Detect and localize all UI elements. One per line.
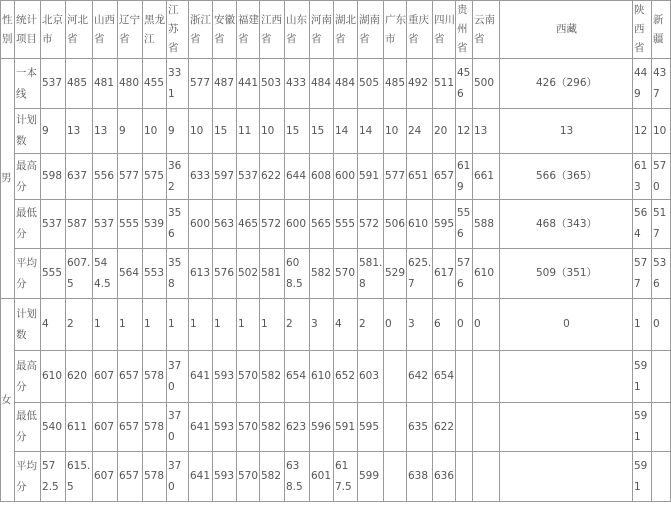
data-cell: 620 [66,351,93,403]
data-cell: 587 [66,200,93,249]
data-cell: 12 [456,109,473,154]
data-cell: 455 [143,59,167,109]
header-cell: 重庆省 [407,1,433,59]
data-cell: 11 [237,109,260,154]
data-cell: 654 [285,351,310,403]
header-cell: 新疆 [652,1,671,59]
header-cell: 山西省 [93,1,118,59]
row-label: 计划数 [15,109,41,154]
data-cell: 570 [334,249,358,299]
data-cell: 517 [652,200,671,249]
data-cell: 539 [143,200,167,249]
data-cell: 617.5 [334,452,358,502]
data-cell: 362 [167,154,189,200]
data-cell: 657 [118,452,143,502]
data-cell: 0 [473,299,500,351]
header-cell: 浙江省 [189,1,213,59]
header-row [1,1,671,59]
data-cell: 577 [633,249,652,299]
data-cell: 582 [260,351,285,403]
data-cell: 13 [93,109,118,154]
data-cell: 611 [66,403,93,452]
table-row [1,403,671,452]
data-cell: 2 [66,299,93,351]
data-cell: 593 [213,351,237,403]
data-cell: 641 [189,351,213,403]
data-cell: 1 [189,299,213,351]
data-cell: 654 [433,351,456,403]
data-cell: 1 [260,299,285,351]
data-cell: 615.5 [66,452,93,502]
data-cell: 4 [41,299,66,351]
data-cell: 623 [285,403,310,452]
data-cell: 6 [433,299,456,351]
data-cell: 610 [310,351,334,403]
data-cell: 370 [167,452,189,502]
data-cell: 591 [334,403,358,452]
data-cell: 492 [407,59,433,109]
table-row [1,452,671,502]
data-cell [473,452,500,502]
data-cell: 595 [433,200,456,249]
data-cell: 1 [237,299,260,351]
data-cell: 553 [143,249,167,299]
data-cell [384,452,407,502]
data-cell: 480 [118,59,143,109]
data-cell: 1 [93,299,118,351]
table-row [1,351,671,403]
data-cell: 537 [93,200,118,249]
row-label: 一本线 [15,59,41,109]
data-cell: 15 [285,109,310,154]
table-row [1,249,671,299]
data-cell: 600 [334,154,358,200]
header-cell: 贵州省 [456,1,473,59]
data-cell: 10 [384,109,407,154]
data-cell: 608 [310,154,334,200]
data-cell: 15 [213,109,237,154]
data-cell: 638.5 [285,452,310,502]
data-cell [652,452,671,502]
data-cell: 581.8 [358,249,384,299]
data-cell: 487 [213,59,237,109]
data-cell: 511 [433,59,456,109]
data-cell: 503 [260,59,285,109]
data-cell: 1 [167,299,189,351]
data-cell: 591 [633,351,652,403]
data-cell: 608.5 [285,249,310,299]
data-cell: 564 [118,249,143,299]
data-cell: 572 [358,200,384,249]
data-cell: 9 [41,109,66,154]
data-cell: 500 [473,59,500,109]
row-label: 平均分 [15,452,41,502]
data-cell: 555 [41,249,66,299]
data-cell: 536 [652,249,671,299]
data-cell: 651 [407,154,433,200]
data-cell: 575 [143,154,167,200]
header-cell: 四川省 [433,1,456,59]
data-cell: 657 [433,154,456,200]
data-cell: 565 [310,200,334,249]
data-cell: 1 [143,299,167,351]
data-cell: 537 [41,59,66,109]
row-label: 最低分 [15,200,41,249]
row-label: 最高分 [15,351,41,403]
data-cell: 570 [652,154,671,200]
data-cell: 581 [260,249,285,299]
data-cell: 465 [237,200,260,249]
data-cell: 14 [358,109,384,154]
data-cell: 657 [118,351,143,403]
data-cell: 577 [118,154,143,200]
data-cell: 426（296） [500,59,633,109]
data-cell: 657 [118,403,143,452]
data-cell [500,452,633,502]
header-cell: 黑龙江 [143,1,167,59]
data-cell: 13 [66,109,93,154]
table-row [1,109,671,154]
data-cell: 0 [500,299,633,351]
data-cell: 555 [118,200,143,249]
gender-cell-female: 女 [1,299,15,502]
data-cell: 563 [213,200,237,249]
data-cell [456,351,473,403]
data-cell: 570 [237,403,260,452]
data-cell [456,452,473,502]
data-cell: 331 [167,59,189,109]
data-cell: 613 [189,249,213,299]
data-cell: 1 [213,299,237,351]
data-cell: 2 [358,299,384,351]
table-row [1,299,671,351]
data-cell: 610 [407,200,433,249]
data-cell: 591 [633,403,652,452]
data-cell: 10 [260,109,285,154]
data-cell: 356 [167,200,189,249]
data-cell: 572.5 [41,452,66,502]
data-cell: 577 [189,59,213,109]
header-cell: 西藏 [500,1,633,59]
data-cell: 433 [285,59,310,109]
data-cell: 633 [189,154,213,200]
data-cell: 13 [473,109,500,154]
data-cell: 578 [143,403,167,452]
data-cell: 622 [433,403,456,452]
data-cell: 578 [143,452,167,502]
data-cell: 644 [285,154,310,200]
header-cell: 福建省 [237,1,260,59]
data-cell: 582 [260,452,285,502]
data-cell [384,403,407,452]
data-cell: 10 [143,109,167,154]
data-cell [473,351,500,403]
data-cell: 591 [358,154,384,200]
data-cell: 484 [310,59,334,109]
data-cell: 370 [167,351,189,403]
data-cell [384,351,407,403]
data-cell: 556 [93,154,118,200]
data-cell: 10 [652,109,671,154]
data-cell: 456 [456,59,473,109]
header-cell: 统计项目 [15,1,41,59]
header-cell: 山东省 [285,1,310,59]
data-cell: 0 [384,299,407,351]
data-cell: 622 [260,154,285,200]
gender-cell-male: 男 [1,59,15,299]
data-cell: 607 [93,452,118,502]
data-cell: 595 [358,403,384,452]
data-cell: 661 [473,154,500,200]
data-cell: 1 [633,299,652,351]
data-cell: 578 [143,351,167,403]
data-cell [652,351,671,403]
table-row [1,200,671,249]
data-cell: 600 [189,200,213,249]
data-cell: 9 [167,109,189,154]
data-cell: 638 [407,452,433,502]
data-cell: 601 [310,452,334,502]
data-cell: 617 [433,249,456,299]
data-cell: 370 [167,403,189,452]
data-cell: 582 [310,249,334,299]
table-row [1,154,671,200]
data-cell: 556 [456,200,473,249]
data-cell [500,403,633,452]
data-cell: 603 [358,351,384,403]
data-cell: 10 [189,109,213,154]
data-cell: 0 [456,299,473,351]
data-cell: 4 [334,299,358,351]
data-cell: 3 [407,299,433,351]
data-cell: 20 [433,109,456,154]
header-cell: 河南省 [310,1,334,59]
data-cell: 635 [407,403,433,452]
data-cell: 607 [93,351,118,403]
data-cell: 652 [334,351,358,403]
data-cell: 572 [260,200,285,249]
data-cell: 9 [118,109,143,154]
row-label: 最高分 [15,154,41,200]
header-cell: 江西省 [260,1,285,59]
data-cell: 596 [310,403,334,452]
data-cell: 598 [41,154,66,200]
header-cell: 北京市 [41,1,66,59]
data-cell: 14 [334,109,358,154]
data-cell: 481 [93,59,118,109]
header-cell: 河北省 [66,1,93,59]
data-cell: 502 [237,249,260,299]
data-cell: 637 [66,154,93,200]
data-cell: 570 [237,351,260,403]
header-cell: 广东市 [384,1,407,59]
header-cell: 湖南省 [358,1,384,59]
header-cell: 安徽省 [213,1,237,59]
data-cell: 597 [213,154,237,200]
data-cell: 468（343） [500,200,633,249]
data-cell: 441 [237,59,260,109]
data-cell: 24 [407,109,433,154]
header-cell: 陕西省 [633,1,652,59]
row-label: 计划数 [15,299,41,351]
row-label: 平均分 [15,249,41,299]
data-cell: 564 [633,200,652,249]
data-cell [500,351,633,403]
data-cell: 0 [652,299,671,351]
data-cell: 509（351） [500,249,633,299]
data-cell: 2 [285,299,310,351]
data-cell: 577 [384,154,407,200]
data-cell: 600 [285,200,310,249]
data-cell: 540 [41,403,66,452]
header-cell: 云南省 [473,1,500,59]
data-cell: 566（365） [500,154,633,200]
data-cell: 613 [633,154,652,200]
data-cell: 1 [118,299,143,351]
data-cell: 591 [633,452,652,502]
data-cell [652,403,671,452]
header-cell: 辽宁省 [118,1,143,59]
data-cell: 15 [310,109,334,154]
header-cell: 湖北省 [334,1,358,59]
data-cell: 485 [384,59,407,109]
data-cell: 642 [407,351,433,403]
data-cell: 485 [66,59,93,109]
data-cell: 537 [41,200,66,249]
data-cell: 607.5 [66,249,93,299]
data-cell: 13 [500,109,633,154]
data-cell: 484 [334,59,358,109]
data-cell [456,403,473,452]
data-cell: 506 [384,200,407,249]
data-cell: 555 [334,200,358,249]
data-cell: 3 [310,299,334,351]
data-cell: 641 [189,452,213,502]
data-cell: 12 [633,109,652,154]
data-cell: 537 [237,154,260,200]
data-cell: 588 [473,200,500,249]
data-cell: 358 [167,249,189,299]
data-cell: 641 [189,403,213,452]
data-cell: 610 [473,249,500,299]
data-cell: 607 [93,403,118,452]
data-cell: 449 [633,59,652,109]
data-cell: 582 [260,403,285,452]
data-cell: 544.5 [93,249,118,299]
data-cell: 593 [213,403,237,452]
data-cell: 610 [41,351,66,403]
data-cell: 576 [213,249,237,299]
data-cell [473,403,500,452]
data-cell: 625.7 [407,249,433,299]
header-cell: 性别 [1,1,15,59]
data-cell: 619 [456,154,473,200]
data-cell: 599 [358,452,384,502]
data-cell: 593 [213,452,237,502]
data-cell: 437 [652,59,671,109]
data-cell: 505 [358,59,384,109]
data-cell: 570 [237,452,260,502]
row-label: 最低分 [15,403,41,452]
data-cell: 576 [456,249,473,299]
header-cell: 江苏省 [167,1,189,59]
table-row [1,59,671,109]
data-cell: 529 [384,249,407,299]
data-cell: 636 [433,452,456,502]
